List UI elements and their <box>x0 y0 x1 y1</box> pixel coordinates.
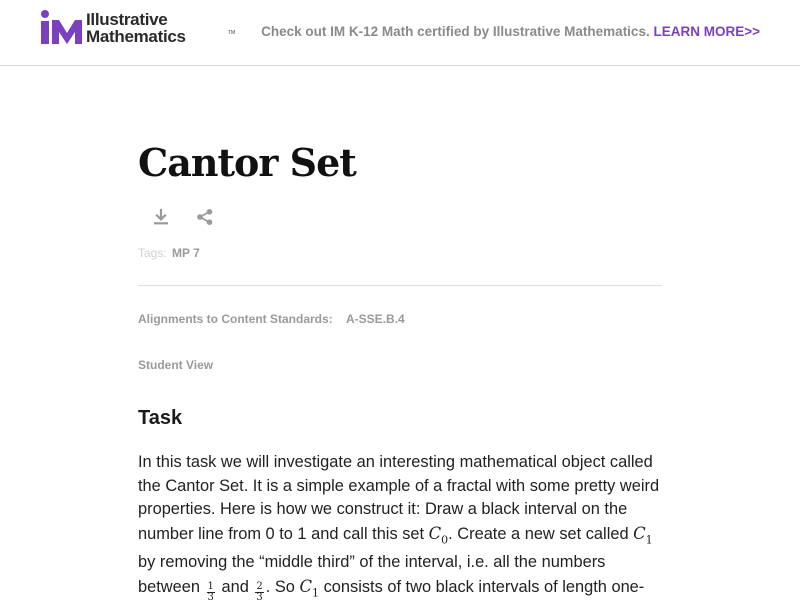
section-title-task: Task <box>138 407 183 429</box>
alignments-label: Alignments to Content Standards: <box>138 312 333 326</box>
tags-label: Tags: <box>138 246 167 260</box>
promo-text: Check out IM K-12 Math certified by Illustrative Mathematics. <box>261 24 650 39</box>
page-title: Cantor Set <box>138 140 356 185</box>
site-header <box>0 0 800 66</box>
task-actions <box>152 208 214 226</box>
math-c1: $C_1$ <box>633 523 653 546</box>
site-logo[interactable] <box>40 10 236 46</box>
download-icon[interactable] <box>152 208 170 226</box>
trademark-mark: TM <box>228 30 236 36</box>
divider <box>138 285 662 286</box>
tags-row <box>138 246 200 260</box>
math-c0: $C_0$ <box>428 523 449 546</box>
tag-link[interactable]: MP 7 <box>172 246 200 260</box>
learn-more-link[interactable]: LEARN MORE>> <box>653 24 760 39</box>
logo-wordmark <box>86 11 186 45</box>
math-c1-repeat: $C_1$ <box>299 576 320 600</box>
student-view-link[interactable]: Student View <box>138 358 214 372</box>
fraction-one-third: $\frac{1}{3}$ <box>207 580 214 603</box>
logo-line-2: Mathematics <box>86 27 186 46</box>
task-body <box>138 451 668 605</box>
task-paragraph: In this task we will investigate an interesting mathematical object called the Cantor Set. It is a simple example of a fractal with some pretty weird properties. Here is how we construct it: Draw a black interval on the number line from 0 to 1 and call this set $C_0$. Create a new set called $C_1$ by removing the “middle third” of the interval, i.e. all the numbers between $\frac{1}{3}$ and $\frac{2}{3}$ . So $C_1$ consists of two black intervals of length one- <box>138 453 660 603</box>
im-logo-mark <box>40 10 82 46</box>
alignments-row <box>138 312 405 326</box>
fraction-two-thirds: $\frac{2}{3}$ <box>256 580 263 603</box>
logo-line-1: Illustrative <box>86 10 168 29</box>
share-icon[interactable] <box>196 208 214 226</box>
standard-link[interactable]: A-SSE.B.4 <box>346 312 405 326</box>
promo-banner <box>261 24 760 39</box>
